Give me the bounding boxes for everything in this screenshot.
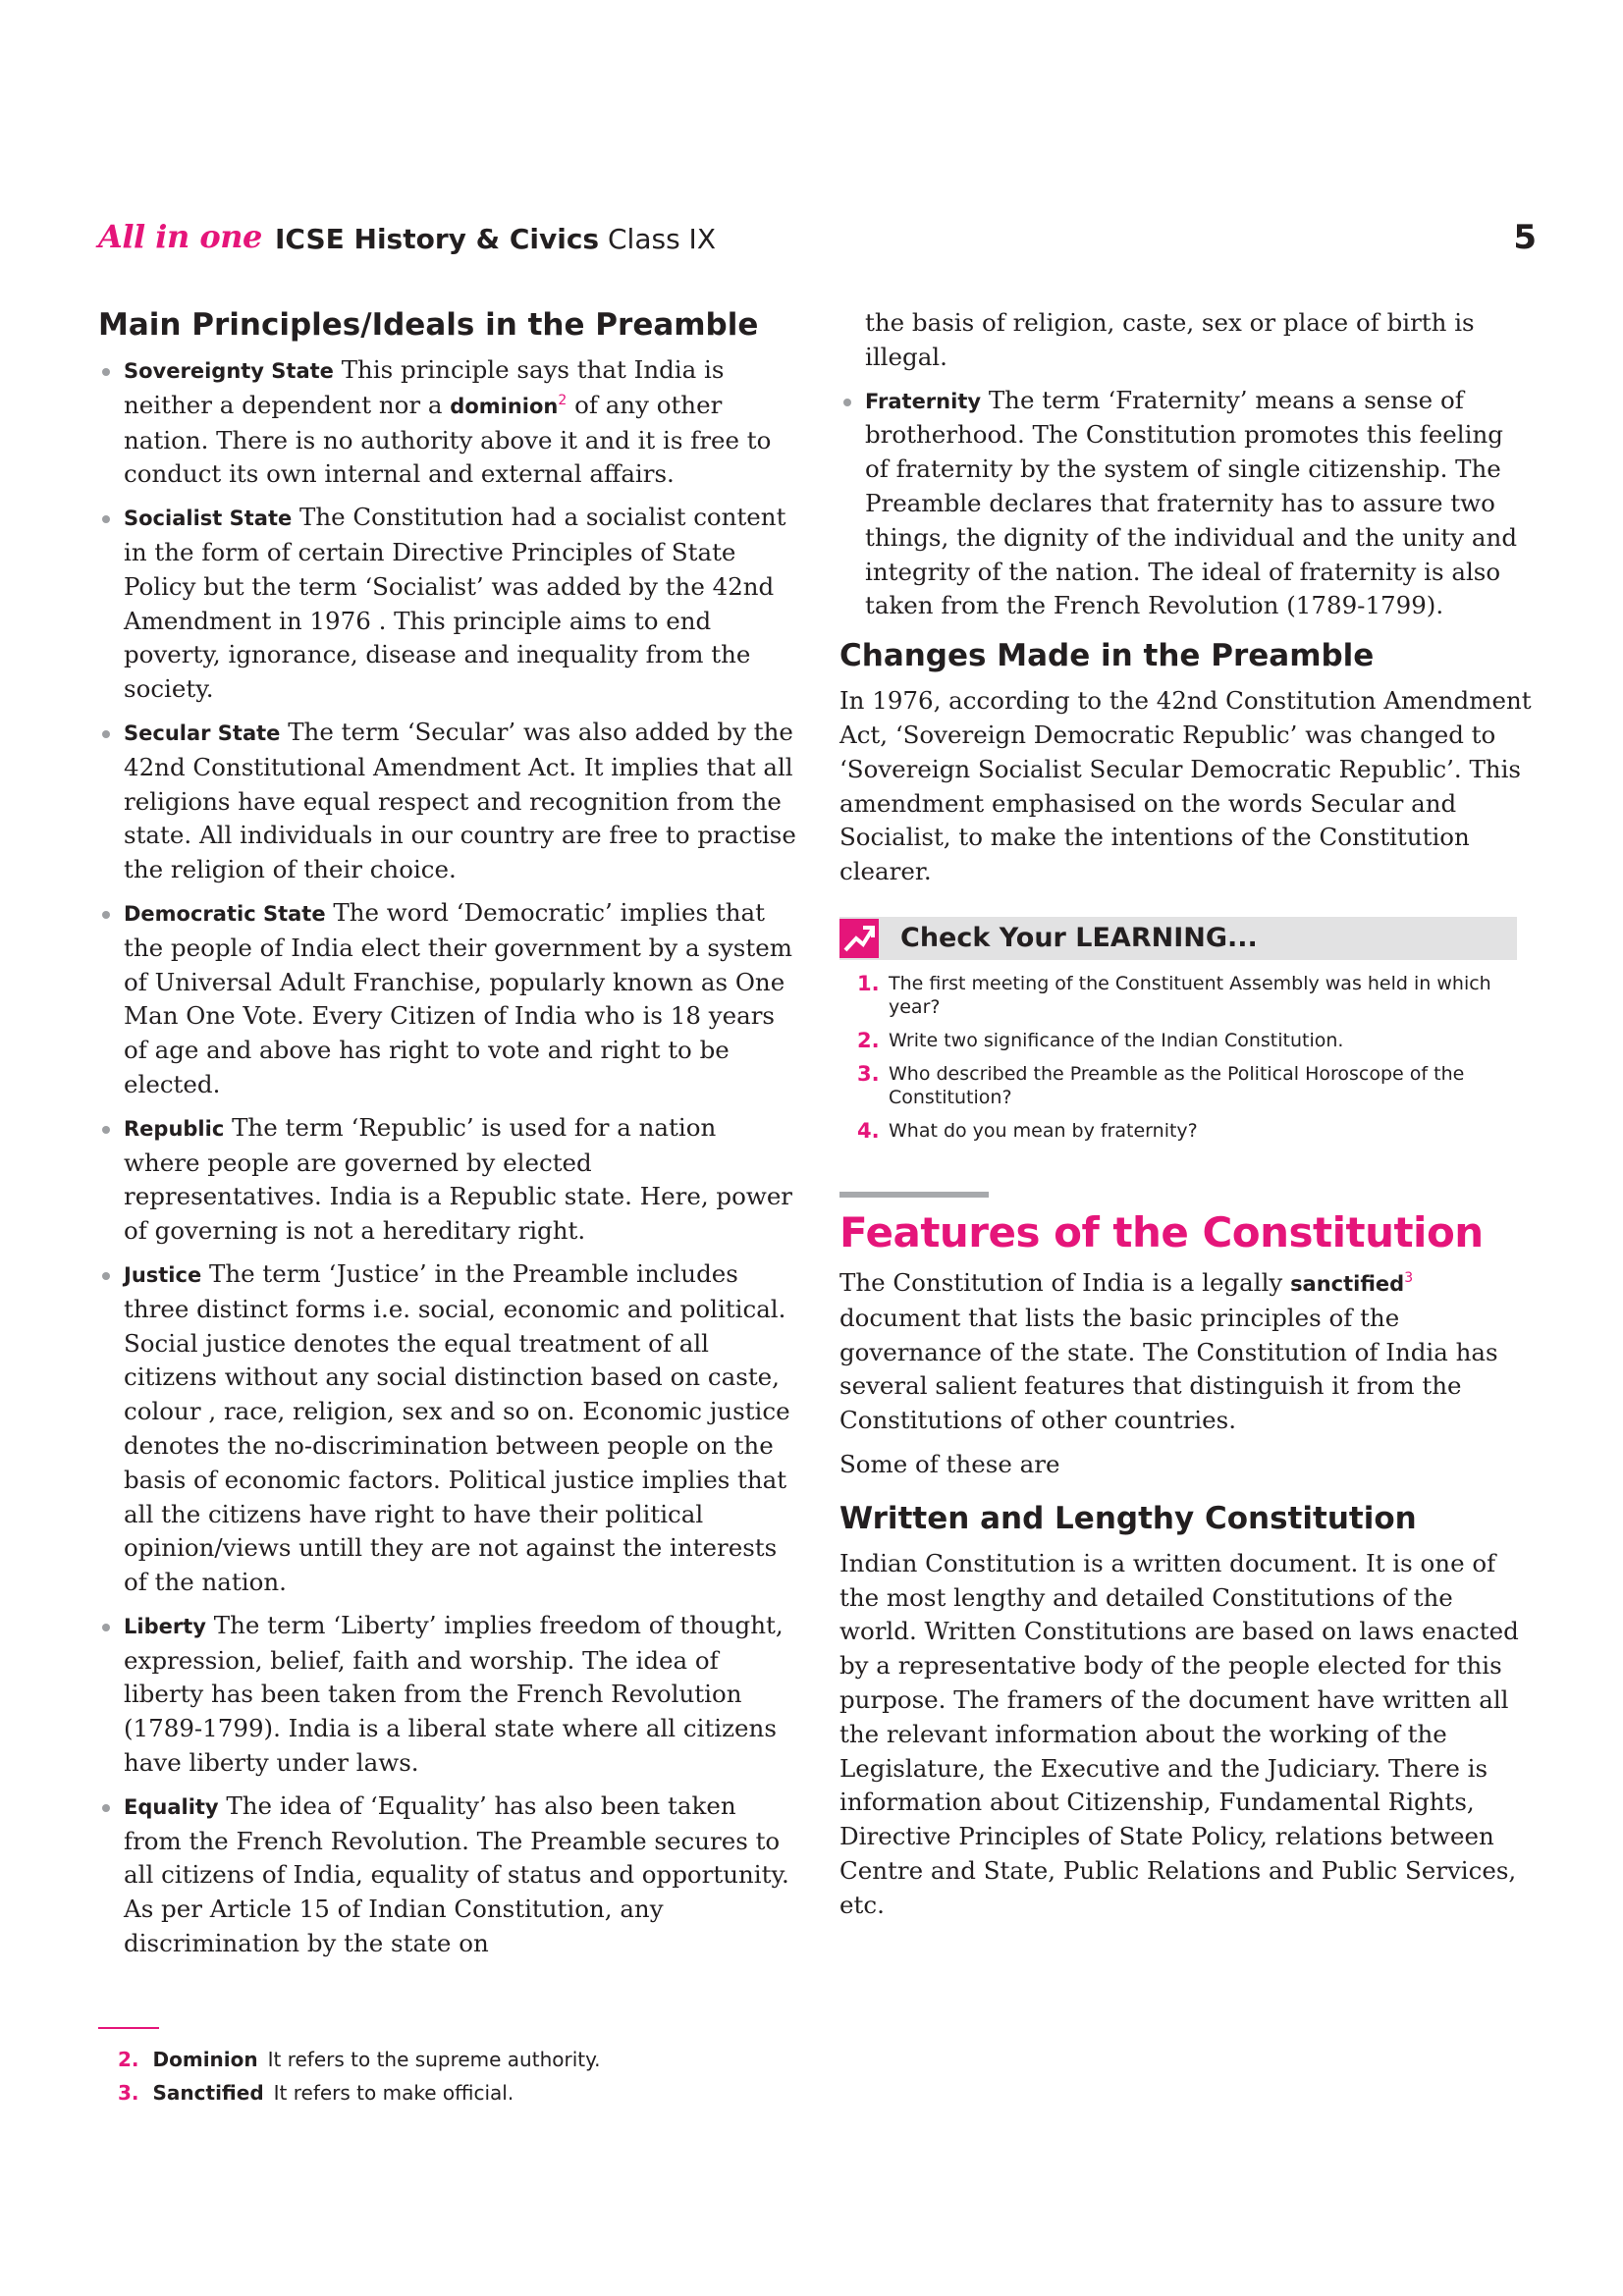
list-item: Liberty The term ‘Liberty’ implies freedom of thought, expression, belief, faith and worship. The idea of liberty has been taken from the French Revolution (1789-1799). India is a liberal state where all citizens have liberty under laws. xyxy=(98,1609,797,1781)
footnote-item: 2. Dominion It refers to the supreme authority. xyxy=(118,2048,601,2071)
page-number: 5 xyxy=(1513,218,1537,257)
trend-arrow-icon xyxy=(839,919,879,958)
question-list xyxy=(857,972,1532,1143)
list-item: Republic The term ‘Republic’ is used for a nation where people are governed by elected representatives. India is a Republic state. Here, power of governing is not a hereditary right. xyxy=(98,1111,797,1249)
check-learning-title: Check Your LEARNING... xyxy=(900,922,1258,953)
section-heading-written: Written and Lengthy Constitution xyxy=(839,1500,1417,1536)
footnote-rule xyxy=(98,2027,159,2029)
right-column xyxy=(839,306,1532,1923)
list-item: Democratic State The word ‘Democratic’ implies that the people of India elect their government by a system of Universal Adult Franchise, popularly known as One Man One Vote. Every Citizen of India who is 18 years of age and above has right to vote and right to be elected. xyxy=(98,896,797,1102)
left-column xyxy=(98,306,797,1970)
continued-text: the basis of religion, caste, sex or place of birth is illegal. xyxy=(865,308,1475,371)
some-of-these-text: Some of these are xyxy=(839,1449,1060,1478)
section-title-features: Features of the Constitution xyxy=(839,1207,1484,1256)
features-paragraph: The Constitution of India is a legally sanctified$^3$ document that lists the basic principles of the governance of the state. The Constitution of India has several salient features that distinguish it from the Constitutions of other countries. xyxy=(839,1267,1498,1435)
footnotes xyxy=(98,2027,785,2109)
brand-logo: All in one xyxy=(98,218,262,255)
question-item: 4. What do you mean by fraternity? xyxy=(857,1118,1198,1143)
principles-list xyxy=(98,353,797,1961)
question-item: 1. The first meeting of the Constituent Assembly was held in which year? xyxy=(857,971,1491,1018)
list-item: Socialist State The Constitution had a socialist content in the form of certain Directive Principles of State Policy but the term ‘Socialist’ was added by the 42nd Amendment in 1976 . This principle aims to end poverty, ignorance, disease and inequality from the society. xyxy=(98,501,797,707)
section-heading-changes: Changes Made in the Preamble xyxy=(839,638,1375,674)
section-heading-principles: Main Principles/Ideals in the Preamble xyxy=(98,307,759,343)
list-item: Secular State The term ‘Secular’ was also added by the 42nd Constitutional Amendment Act. It implies that all religions have equal respect and recognition from the state. All individuals in our country are free to practise the religion of their choice. xyxy=(98,716,797,887)
footnote-item: 3. Sanctified It refers to make official. xyxy=(118,2081,514,2105)
list-item: Equality The idea of ‘Equality’ has also been taken from the French Revolution. The Preamble secures to all citizens of India, equality of status and opportunity. As per Article 15 of Indian Constitution, any discrimination by the state on xyxy=(98,1789,797,1961)
principles-list-continued xyxy=(839,384,1532,624)
list-item: Fraternity The term ‘Fraternity’ means a sense of brotherhood. The Constitution promotes this feeling of fraternity by the system of single citizenship. The Preamble declares that fraternity has to assure two things, the dignity of the individual and the unity and integrity of the nation. The ideal of fraternity is also taken from the French Revolution (1789-1799). xyxy=(839,384,1532,624)
check-learning-banner xyxy=(839,917,1517,960)
footnote-ref: 3 xyxy=(1404,1269,1414,1286)
book-title: ICSE History & Civics Class IX xyxy=(275,223,716,255)
changes-paragraph: In 1976, according to the 42nd Constitution Amendment Act, ‘Sovereign Democratic Republic’ was changed to ‘Sovereign Socialist Secular Democratic Republic’. This amendment emphasised on the words Secular and Socialist, to make the intentions of the Constitution clearer. xyxy=(839,686,1532,886)
list-item: Sovereignty State This principle says that India is neither a dependent nor a dominion$^2$ of any other nation. There is no authority above it and it is free to conduct its own internal and external affairs. xyxy=(98,353,797,492)
question-item: 3. Who described the Preamble as the Political Horoscope of the Constitution? xyxy=(857,1061,1465,1108)
written-paragraph: Indian Constitution is a written document. It is one of the most lengthy and detailed Constitutions of the world. Written Constitutions are based on laws enacted by a representative body of the people elected for this purpose. The framers of the document have written all the relevant information about the working of the Legislature, the Executive and the Judiciary. There is information about Citizenship, Fundamental Rights, Directive Principles of State Policy, relations between Centre and State, Public Relations and Public Services, etc. xyxy=(839,1548,1519,1919)
running-header xyxy=(98,218,1537,267)
list-item: Justice The term ‘Justice’ in the Preamble includes three distinct forms i.e. social, economic and political. Social justice denotes the equal treatment of all citizens without any social distinction based on caste, colour , race, religion, sex and so on. Economic justice denotes the no-discrimination between people on the basis of economic factors. Political justice implies that all the citizens have right to have their political opinion/views untill they are not against the interests of the nation. xyxy=(98,1257,797,1600)
question-item: 2. Write two significance of the Indian Constitution. xyxy=(857,1028,1344,1052)
footnote-ref: 2 xyxy=(558,392,568,408)
section-divider xyxy=(839,1192,989,1198)
